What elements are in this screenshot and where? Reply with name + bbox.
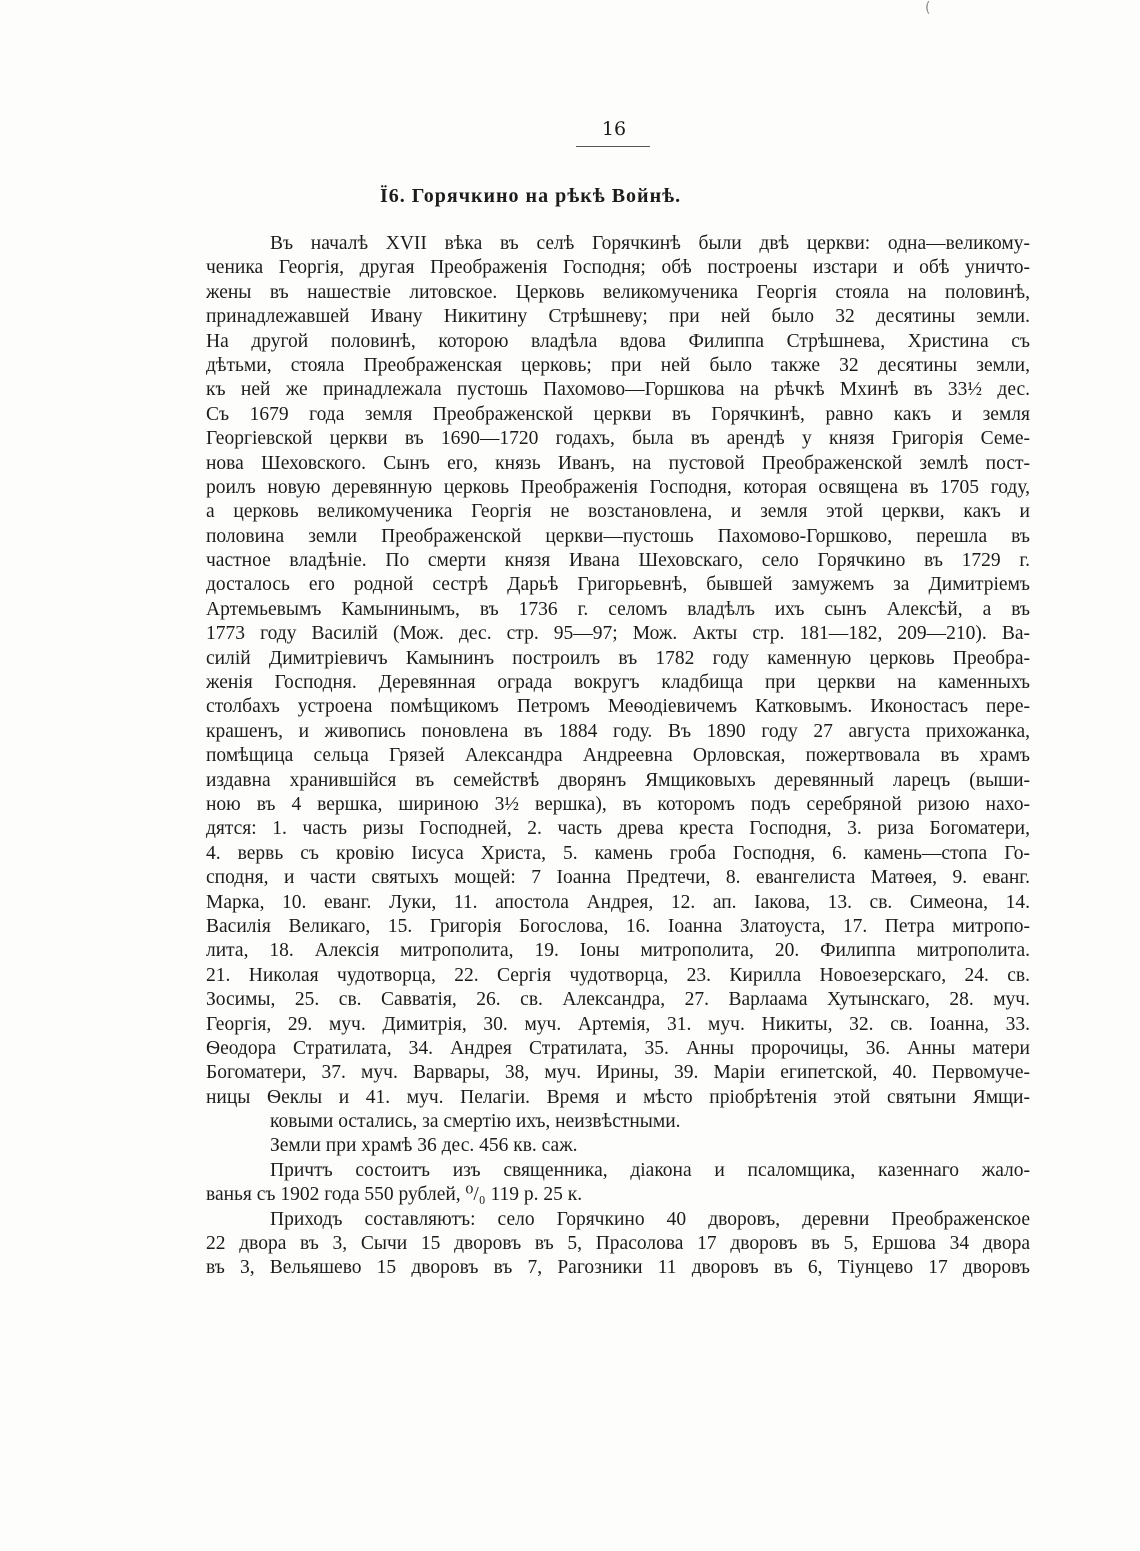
corner-mark: ( [925, 0, 931, 16]
text-line: Въ началѣ XVII вѣка въ селѣ Горячкинѣ были двѣ церкви: одна—великому- [270, 233, 1030, 254]
text-line: 1773 году Василій (Мож. дес. стр. 95—97; Мож. Акты стр. 181—182, 209—210). Ва- [206, 623, 1030, 645]
text-line: дятся: 1. часть ризы Господней, 2. часть древа креста Господня, 3. риза Богоматери, [206, 818, 1030, 840]
text-line: издавна хранившійся въ семействѣ дворянъ Ямщиковыхъ деревянный ларецъ (выши- [206, 769, 1030, 791]
text-line: къ ней же принадлежала пустошь Пахомово—Горшкова на рѣчкѣ Мхинѣ въ 33½ дес. [206, 379, 1030, 401]
text-line: Георгіевской церкви въ 1690—1720 годахъ, была въ арендѣ у князя Григорія Семе- [206, 428, 1030, 450]
text-line: принадлежавшей Ивану Никитину Стрѣшневу; при ней было 32 десятины земли. [206, 306, 1030, 328]
text-line: Василія Великаго, 15. Григорія Богослова, 16. Іоанна Златоуста, 17. Петра митропо- [206, 915, 1030, 937]
text-line: Богоматери, 37. муч. Варвары, 38, муч. Ирины, 39. Маріи египетской, 40. Первомуче- [206, 1062, 1030, 1084]
text-line: Зосимы, 25. св. Савватія, 26. св. Александра, 27. Варлаама Хутынскаго, 28. муч. [206, 989, 1030, 1011]
text-line: Ѳеодора Стратилата, 34. Андрея Стратилата, 35. Анны пророчицы, 36. Анны матери [206, 1037, 1030, 1059]
text-line: ковыми остались, за смертію ихъ, неизвѣстными. [270, 1111, 681, 1133]
text-line: 4. вервь съ кровію Іисуса Христа, 5. камень гроба Господня, 6. камень—стопа Го- [206, 842, 1030, 864]
text-line: жены въ нашествіе литовское. Церковь великомученика Георгія стояла на половинѣ, [206, 281, 1030, 303]
text-line: а церковь великомученика Георгія не возстановлена, и земля этой церкви, какъ и [206, 501, 1030, 523]
text-line: лита, 18. Алексія митрополита, 19. Іоны митрополита, 20. Филиппа митрополита. [206, 940, 1030, 962]
text-line: ченика Георгія, другая Преображенія Господня; обѣ построены изстари и обѣ уничто- [206, 257, 1030, 279]
section-title: Ї6. Горячкино на рѣкѣ Войнѣ. [380, 185, 682, 207]
text-line: Съ 1679 года земля Преображенской церкви въ Горячкинѣ, равно какъ и земля [206, 403, 1030, 425]
text-line: женія Господня. Деревянная ограда вокругъ кладбища при церкви на каменныхъ [206, 672, 1030, 694]
text-line: Георгія, 29. муч. Димитрія, 30. муч. Артемія, 31. муч. Никиты, 32. св. Іоанна, 33. [206, 1013, 1030, 1035]
text-line: Причтъ состоитъ изъ священника, діакона и псаломщика, казеннаго жало- [270, 1159, 1030, 1181]
text-line: ною въ 4 вершка, шириною 3½ вершка), въ которомъ подъ серебряной ризою нахо- [206, 793, 1030, 815]
text-line: силій Димитріевичъ Камынинъ построилъ въ 1782 году каменную церковь Преобра- [206, 647, 1030, 669]
text-line: Земли при храмѣ 36 дес. 456 кв. саж. [270, 1135, 578, 1157]
text-line: ницы Ѳеклы и 41. муч. Пелагіи. Время и мѣсто пріобрѣтенія этой святыни Ямщи- [206, 1086, 1030, 1108]
text-line: 21. Николая чудотворца, 22. Сергія чудотворца, 23. Кирилла Новоезерскаго, 24. св. [206, 964, 1030, 986]
page-number: 16 [601, 118, 627, 140]
text-line: помѣщица сельца Грязей Александра Андреевна Орловская, пожертвовала въ храмъ [206, 745, 1030, 767]
text-line: ванья съ 1902 года 550 рублей, ⁰/₀ 119 р. 25 к. [206, 1184, 583, 1206]
text-line: На другой половинѣ, которою владѣла вдова Филиппа Стрѣшнева, Христина съ [206, 330, 1030, 352]
text-line: роилъ новую деревянную церковь Преображенія Господня, которая освящена въ 1705 году, [206, 476, 1030, 498]
text-line: 22 двора въ 3, Сычи 15 дворовъ въ 5, Прасолова 17 дворовъ въ 5, Ершова 34 двора [206, 1233, 1030, 1255]
text-line: Артемьевымъ Камынинымъ, въ 1736 г. селомъ владѣлъ ихъ сынъ Алексѣй, а въ [206, 598, 1030, 620]
text-line: частное владѣніе. По смерти князя Ивана Шеховскаго, село Горячкино въ 1729 г. [206, 550, 1030, 572]
text-line: Приходъ составляютъ: село Горячкино 40 дворовъ, деревни Преображенское [270, 1208, 1030, 1230]
text-line: въ 3, Вельяшево 15 дворовъ въ 7, Рагозники 11 дворовъ въ 6, Тіунцево 17 дворовъ [206, 1257, 1030, 1279]
page-number-rule [576, 146, 650, 147]
text-line: крашенъ, и живопись поновлена въ 1884 году. Въ 1890 году 27 августа прихожанка, [206, 720, 1030, 742]
text-line: Марка, 10. еванг. Луки, 11. апостола Андрея, 12. ап. Іакова, 13. св. Симеона, 14. [206, 891, 1030, 913]
text-line: дѣтьми, стояла Преображенская церковь; при ней было также 32 десятины земли, [206, 354, 1030, 376]
text-line: досталось его родной сестрѣ Дарьѣ Григорьевнѣ, бывшей замужемъ за Димитріемъ [206, 574, 1030, 596]
text-line: сподня, и части святыхъ мощей: 7 Іоанна Предтечи, 8. евангелиста Матѳея, 9. еванг. [206, 867, 1030, 889]
text-line: нова Шеховского. Сынъ его, князь Иванъ, на пустовой Преображенской землѣ пост- [206, 452, 1030, 474]
text-line: столбахъ устроена помѣщикомъ Петромъ Меѳодіевичемъ Катковымъ. Иконостасъ пере- [206, 696, 1030, 718]
text-line: половина земли Преображенской церкви—пустошь Пахомово-Горшково, перешла въ [206, 525, 1030, 547]
body-text [206, 232, 1030, 1281]
